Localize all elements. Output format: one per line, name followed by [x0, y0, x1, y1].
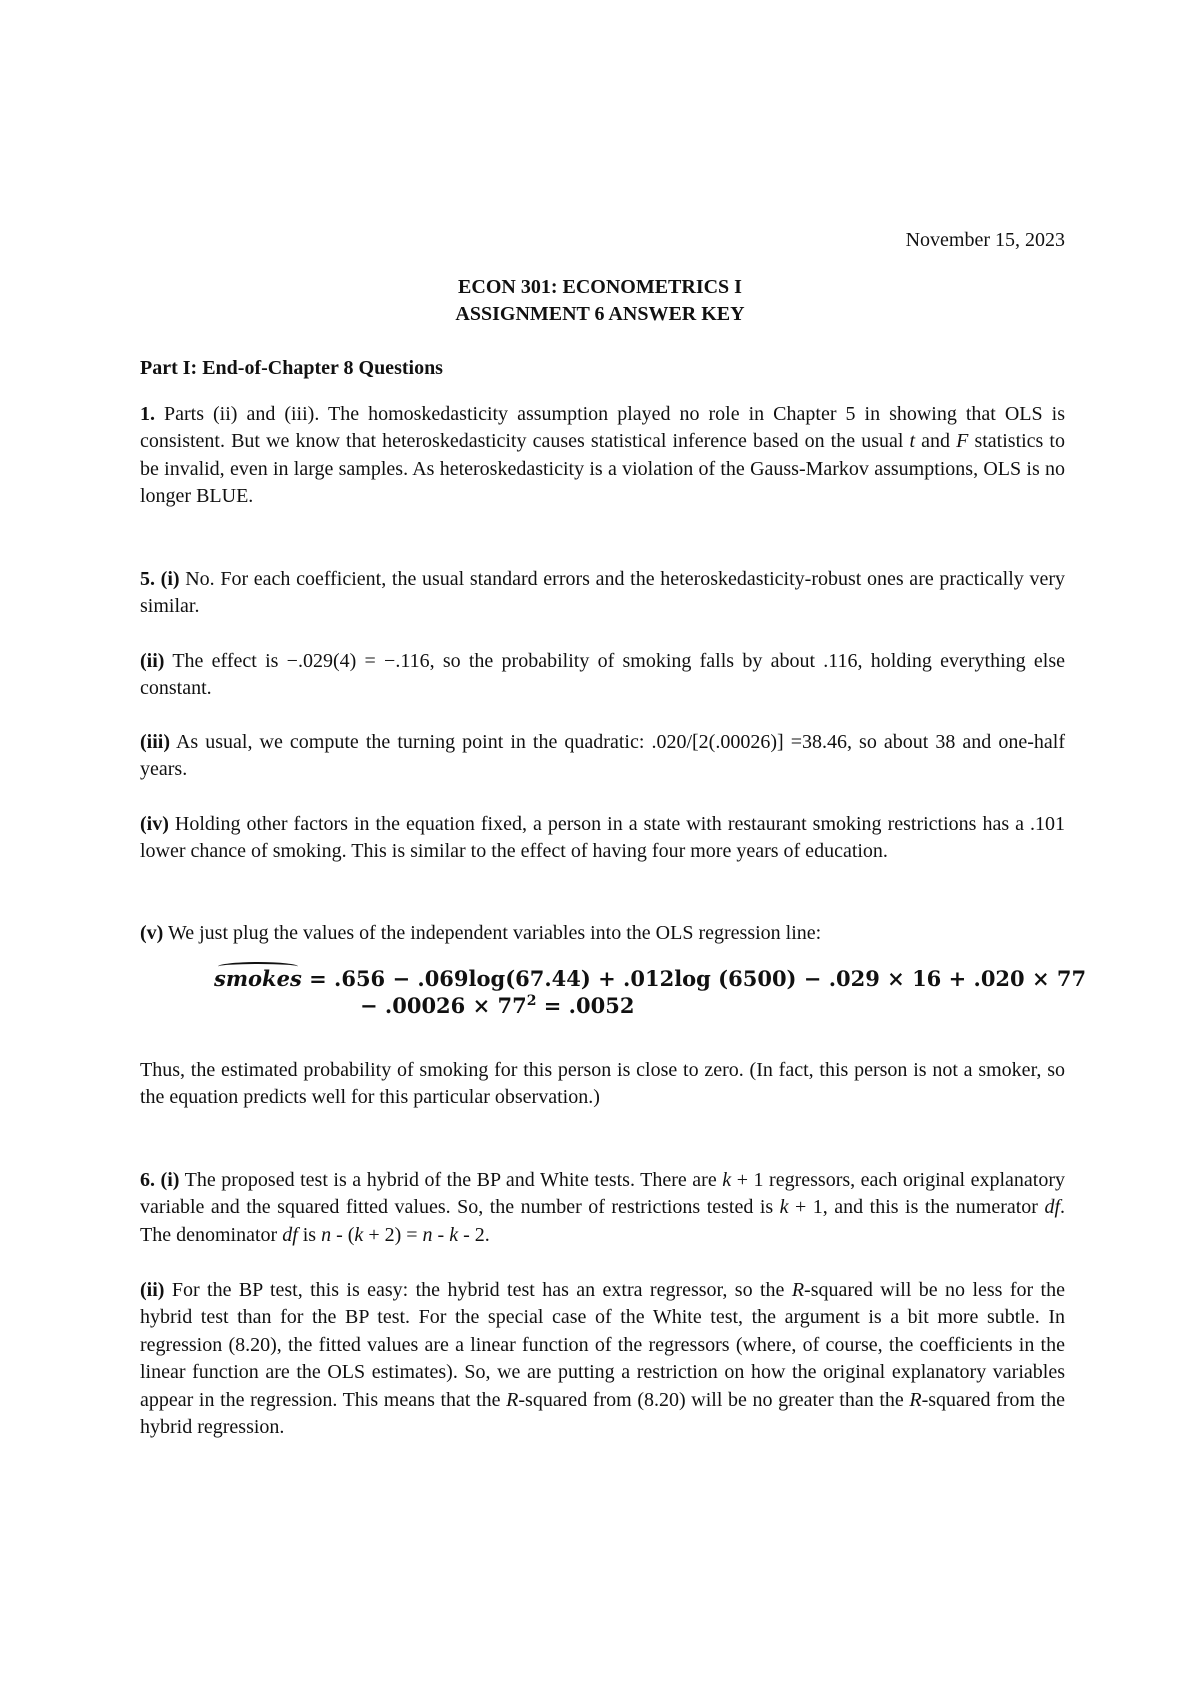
- assignment-title: ASSIGNMENT 6 ANSWER KEY: [455, 303, 745, 325]
- equation-line-1: [214, 966, 1086, 991]
- equation-rhs-2: − .00026 × 77: [360, 993, 527, 1018]
- k-symbol: k: [779, 1196, 789, 1219]
- k-symbol: k: [449, 1223, 459, 1246]
- part-iv-text: Holding other factors in the equation fixed, a person in a state with restaurant smoking restrictions has a .101 lower chance of smoking. This is similar to the effect of having four more years of education.: [140, 813, 1065, 863]
- question-1-text: Parts (ii) and (iii). The homoskedasticity assumption played no role in Chapter 5 in showing that OLS is consistent. But we know that heteroskedasticity causes statistical inference based on the usual: [140, 403, 1065, 453]
- text: - (: [331, 1223, 355, 1246]
- equation-line-2: [360, 993, 634, 1018]
- part-ii-label: (ii): [140, 650, 165, 672]
- k-symbol: k: [722, 1169, 732, 1191]
- document-date: November 15, 2023: [905, 229, 1065, 251]
- equation-rhs-1: = .656 − .069log(67.44) + .012log (6500) − .029 × 16 + .020 × 77: [301, 966, 1087, 991]
- part-v-text: We just plug the values of the independent variables into the OLS regression line:: [163, 922, 822, 944]
- text: + 1, and this is the numerator: [788, 1196, 1045, 1219]
- part-i-label: (i): [160, 1169, 180, 1191]
- question-6-part-i: [140, 1167, 1065, 1249]
- text: - 2.: [458, 1223, 490, 1246]
- k-symbol: k: [354, 1223, 364, 1246]
- text: -squared from (8.20) will be no greater than the: [518, 1388, 910, 1411]
- question-5-conclusion: Thus, the estimated probability of smoking for this person is close to zero. (In fact, this person is not a smoker, so the equation predicts well for this particular observation.): [140, 1059, 1065, 1109]
- r-symbol: R: [791, 1279, 805, 1301]
- df-symbol: df: [1044, 1196, 1061, 1219]
- n-symbol: n: [321, 1223, 332, 1246]
- text: + 2) =: [363, 1223, 423, 1246]
- text: . The denominator: [140, 1196, 1066, 1246]
- part-i-text: No. For each coefficient, the usual standard errors and the heteroskedasticity-robust ones are practically very similar.: [140, 568, 1065, 618]
- f-symbol: F: [956, 430, 969, 453]
- n-symbol: n: [422, 1223, 433, 1246]
- text: -: [432, 1223, 450, 1246]
- text: + 1 regressors, each original explanatory variable and the squared fitted values. So, the number of restrictions tested is: [140, 1169, 1066, 1219]
- text: The proposed test is a hybrid of the BP and White tests. There are: [179, 1169, 723, 1191]
- question-5-label: 5.: [140, 568, 155, 590]
- part-ii-label: (ii): [140, 1279, 165, 1301]
- question-6-part-ii: [140, 1277, 1065, 1441]
- part-heading: Part I: End-of-Chapter 8 Questions: [140, 357, 443, 379]
- df-symbol: df: [282, 1223, 298, 1246]
- equation-result: = .0052: [536, 993, 635, 1018]
- text: is: [297, 1223, 322, 1246]
- question-1-label: 1.: [140, 403, 155, 425]
- question-1-text: statistics to be invalid, even in large samples. As heteroskedasticity is a violation of the Gauss-Markov assumptions, OLS is no longer BLUE.: [140, 430, 1065, 508]
- part-i-label: (i): [160, 568, 180, 590]
- part-iv-label: (iv): [140, 813, 169, 835]
- part-iii-text: As usual, we compute the turning point in the quadratic: .020/[2(.00026)] =38.46, so about 38 and one-half years.: [140, 731, 1065, 781]
- text: -squared will be no less for the hybrid test than for the BP test. For the special case of the White test, the argument is a bit more subtle. In regression (8.20), the fitted values are a linear function of the regressors (where, of course, the coefficients in the linear function are the OLS estimates). So, we are putting a restriction on how the original explanatory variables appear in the regression. This means that the: [140, 1279, 1065, 1411]
- smokes-hat: smokes: [214, 966, 302, 991]
- question-1-text: and: [915, 430, 957, 453]
- part-ii-text: The effect is −.029(4) = −.116, so the probability of smoking falls by about .116, holding everything else constant.: [140, 650, 1065, 700]
- part-v-label: (v): [140, 922, 164, 944]
- t-symbol: t: [909, 430, 916, 453]
- equation-exponent: 2: [526, 993, 537, 1009]
- r-symbol: R: [506, 1388, 519, 1411]
- part-iii-label: (iii): [140, 731, 170, 753]
- text: For the BP test, this is easy: the hybrid test has an extra regressor, so the: [164, 1279, 792, 1301]
- r-symbol: R: [909, 1388, 922, 1411]
- course-title: ECON 301: ECONOMETRICS I: [458, 276, 742, 298]
- text: -squared from the hybrid regression.: [140, 1388, 1066, 1439]
- question-6-label: 6.: [140, 1169, 155, 1191]
